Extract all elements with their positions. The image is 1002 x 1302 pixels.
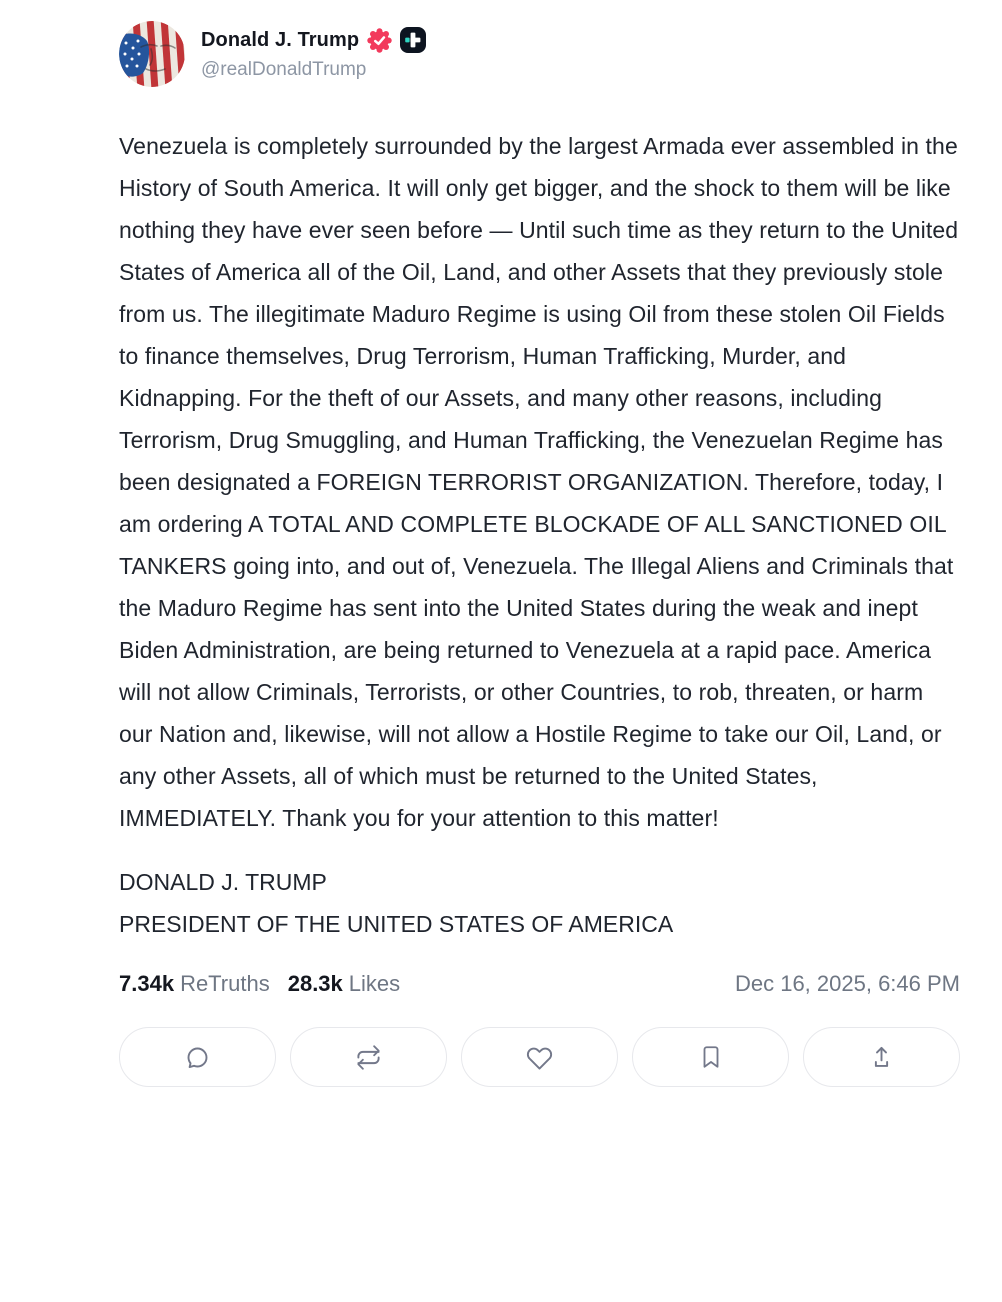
stats-row bbox=[119, 971, 960, 997]
signature-line-2: PRESIDENT OF THE UNITED STATES OF AMERICA bbox=[119, 911, 674, 937]
post-header bbox=[119, 21, 960, 87]
bookmark-icon bbox=[698, 1044, 724, 1070]
avatar[interactable] bbox=[119, 21, 185, 87]
reply-button[interactable] bbox=[119, 1027, 276, 1087]
speech-bubble-icon bbox=[184, 1044, 211, 1071]
retruths-count: 7.34k bbox=[119, 971, 175, 996]
verified-badge-icon bbox=[367, 28, 392, 53]
author-identity bbox=[201, 27, 426, 81]
like-button[interactable] bbox=[461, 1027, 618, 1087]
actions-row bbox=[119, 1027, 960, 1087]
retruth-button[interactable] bbox=[290, 1027, 447, 1087]
share-up-arrow-icon bbox=[868, 1044, 895, 1071]
flag-face-avatar-image bbox=[119, 21, 185, 87]
share-button[interactable] bbox=[803, 1027, 960, 1087]
bookmark-button[interactable] bbox=[632, 1027, 789, 1087]
timestamp: Dec 16, 2025, 6:46 PM bbox=[734, 971, 960, 996]
author-handle[interactable]: @realDonaldTrump bbox=[201, 59, 367, 80]
likes-stat[interactable] bbox=[288, 971, 400, 997]
retruths-stat[interactable] bbox=[119, 971, 270, 997]
repeat-arrows-icon bbox=[355, 1044, 382, 1071]
likes-count: 28.3k bbox=[287, 971, 343, 996]
author-display-name[interactable]: Donald J. Trump bbox=[201, 28, 360, 51]
signature-line-1: DONALD J. TRUMP bbox=[119, 869, 327, 895]
post-body-text: Venezuela is completely surrounded by the largest Armada ever assembled in the History of South America. It will only get bigger, and the shock to them will be like nothing they have ever seen before — Until such time as they return to the United States of America all of the Oil, Land, and other Assets that they previously stole from us. The illegitimate Maduro Regime is using Oil from these stolen Oil Fields to finance themselves, Drug Terrorism, Human Trafficking, Murder, and Kidnapping. For the theft of our Assets, and many other reasons, including Terrorism, Drug Smuggling, and Human Trafficking, the Venezuelan Regime has been designated a FOREIGN TERRORIST ORGANIZATION. Therefore, today, I am ordering A TOTAL AND COMPLETE BLOCKADE OF ALL SANCTIONED OIL TANKERS going into, and out of, Venezuela. The Illegal Aliens and Criminals that the Maduro Regime has sent into the United States during the weak and inept Biden Administration, are being returned to Venezuela at a rapid pace. America will not allow Criminals, Terrorists, or other Countries, to rob, threaten, or harm our Nation and, likewise, will not allow a Hostile Regime to take our Oil, Land, or any other Assets, all of which must be returned to the United States, IMMEDIATELY. Thank you for your attention to this matter! bbox=[119, 133, 965, 831]
likes-label: Likes bbox=[348, 971, 401, 996]
retruths-label: ReTruths bbox=[180, 971, 270, 996]
post-signature bbox=[119, 861, 960, 945]
truth-plus-badge-icon bbox=[400, 27, 426, 53]
heart-icon bbox=[526, 1044, 553, 1071]
